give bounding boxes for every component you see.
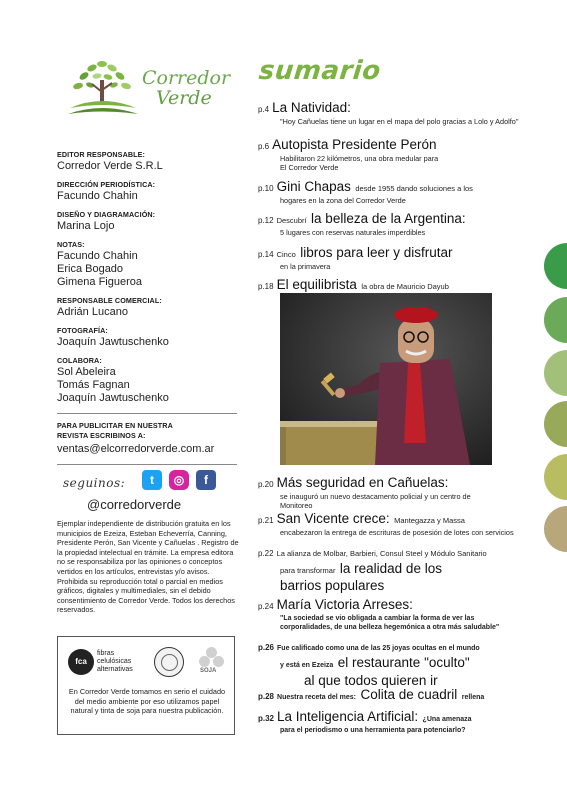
toc-entry[interactable] (258, 178, 520, 205)
seal-icon (154, 647, 184, 677)
page-number: p.28 (258, 692, 275, 701)
page-number: p.10 (258, 184, 274, 193)
toc-entry[interactable] (258, 708, 520, 735)
page-number: p.12 (258, 216, 274, 225)
entry-inline: desde 1955 dando soluciones a los (355, 184, 473, 193)
entry-headline: La Inteligencia Artificial: (277, 709, 419, 724)
entry-subtitle: Habilitaron 22 kilómetros, una obra medular para El Corredor Verde (280, 154, 439, 172)
toc-entry[interactable] (258, 510, 520, 537)
entry-subtitle: "Hoy Cañuelas tiene un lugar en el mapa del polo gracias a Lolo y Adolfo" (280, 117, 519, 126)
person-name: Sol Abeleira (57, 366, 116, 378)
entry-headline: María Victoria Arreses: (276, 597, 413, 612)
page-number: p.26 (258, 643, 275, 652)
entry-headline: el restaurante "oculto" (337, 655, 470, 670)
entry-prefix: Cinco (276, 250, 296, 259)
corredor-verde-logo (64, 54, 234, 124)
toc-entry[interactable] (258, 596, 520, 632)
entry-prefix: para transformar (280, 566, 336, 575)
fca-line: celulósicas (97, 658, 132, 665)
entry-headline: Colita de cuadril (360, 687, 458, 702)
page-number: p.14 (258, 250, 274, 259)
divider (57, 464, 237, 465)
twitter-icon[interactable]: t (142, 470, 162, 490)
fca-caption (97, 650, 133, 674)
section-tab[interactable] (544, 454, 567, 500)
person-name: Facundo Chahin (57, 250, 138, 262)
entry-prefix: Descubrí (276, 216, 307, 225)
entry-suffix: rellena (461, 694, 485, 701)
juggler-photo-illustration (280, 293, 492, 465)
eco-notice (57, 636, 235, 735)
entry-headline: Más seguridad en Cañuelas: (276, 475, 449, 490)
entry-headline-row (258, 561, 520, 578)
entry-headline: la belleza de la Argentina: (311, 211, 466, 226)
leaf-icon (213, 656, 224, 667)
entry-inline: la obra de Mauricio Dayub (361, 282, 449, 291)
entry-headline: La Natividad: (272, 100, 351, 115)
toc-entry[interactable] (258, 543, 520, 593)
entry-headline: la realidad de los (339, 561, 442, 576)
person-name: Marina Lojo (57, 220, 115, 232)
toc-entry[interactable] (258, 136, 520, 172)
role-label: RESPONSABLE COMERCIAL: (57, 296, 162, 305)
entry-prefix: La alianza de Molbar, Barbieri, Consul Steel y Módulo Sanitario (276, 549, 487, 558)
leaf-icon (199, 656, 210, 667)
entry-headline-row (258, 655, 520, 673)
entry-prefix: y está en Ezeiza (280, 662, 334, 669)
role-label: FOTOGRAFÍA: (57, 326, 108, 335)
section-tab[interactable] (544, 297, 567, 343)
article-photo (280, 293, 492, 465)
brand-wordmark (142, 68, 230, 108)
tree-leaves-icon (64, 54, 144, 124)
page-number: p.18 (258, 282, 274, 291)
entry-subtitle: 5 lugares con reservas naturales imperdibles (280, 228, 426, 237)
fca-line: alternativas (97, 666, 133, 673)
section-tab[interactable] (544, 243, 567, 289)
entry-inline: Mantegazza y Massa (394, 516, 465, 525)
page-number: p.21 (258, 516, 274, 525)
entry-headline-row (258, 578, 520, 593)
page-number: p.22 (258, 549, 274, 558)
person-name: Corredor Verde S.R.L (57, 160, 163, 172)
advertising-email[interactable]: ventas@elcorredorverde.com.ar (57, 443, 215, 455)
page-number: p.20 (258, 480, 274, 489)
entry-subtitle: para el periodismo o una herramienta para potenciarlo? (280, 727, 466, 734)
entry-inline: ¿Una amenaza (422, 716, 472, 723)
entry-headline: San Vicente crece: (276, 511, 390, 526)
brand-line1: Corredor (142, 67, 231, 89)
toc-entry[interactable] (258, 686, 520, 704)
entry-headline: libros para leer y disfrutar (300, 245, 453, 260)
sumario-title: sumario (257, 56, 383, 86)
page-number: p.4 (258, 105, 270, 114)
eco-logos (68, 647, 226, 681)
soy-ink-logo (196, 647, 228, 679)
role-label: DIRECCIÓN PERIODÍSTICA: (57, 180, 156, 189)
section-tab[interactable] (544, 401, 567, 447)
person-name: Facundo Chahin (57, 190, 138, 202)
section-tab[interactable] (544, 506, 567, 552)
eco-text: En Corredor Verde tomamos en serio el cuidado del medio ambiente por eso utilizamos papel natural y tinta de soja para nuestra publicación. (68, 687, 226, 715)
entry-headline: El equilibrista (276, 277, 357, 292)
legal-disclaimer: Ejemplar independiente de distribución gratuita en los municipios de Ezeiza, Esteban Echeverría, Canning, Presidente Perón, San Vicente y Cañuelas . Registro de la propiedad intelectual en trámite. La empresa editora no se responsabiliza por las opiniones o conceptos vertidos en los artículos, entrevistas y/o avisos. Prohibida su reproducción total o parcial en medios gráficos, digitales y multimediales, sin el debido consentimiento de Corredor Verde. Todos los derechos reservados. (57, 519, 239, 615)
brand-line2: Verde (156, 87, 212, 109)
role-label: COLABORA: (57, 356, 102, 365)
role-label: DISEÑO Y DIAGRAMACIÓN: (57, 210, 156, 219)
advertising-label: REVISTA ESCRIBINOS A: (57, 431, 146, 440)
page-number: p.24 (258, 602, 274, 611)
advertising-contact (57, 421, 242, 455)
person-name: Joaquín Jawtuschenko (57, 392, 169, 404)
divider (57, 413, 237, 414)
entry-prefix: Fue calificado como una de las 25 joyas ocultas en el mundo (277, 645, 480, 652)
follow-label: seguinos: (63, 476, 126, 490)
fca-line: fibras (97, 650, 115, 657)
toc-entry[interactable] (258, 474, 520, 510)
fca-logo: fca (68, 649, 94, 675)
staff-credits (57, 150, 237, 405)
facebook-icon[interactable]: f (196, 470, 216, 490)
page-number: p.6 (258, 142, 270, 151)
person-name: Joaquín Jawtuschenko (57, 336, 169, 348)
person-name: Adrián Lucano (57, 306, 128, 318)
entry-headline: al que todos quieren ir (304, 673, 438, 688)
role-label: NOTAS: (57, 240, 85, 249)
social-handle[interactable]: @corredorverde (87, 497, 182, 512)
toc-entry[interactable] (258, 210, 520, 237)
entry-subtitle: hogares en la zona del Corredor Verde (280, 196, 406, 205)
entry-headline: barrios populares (280, 578, 385, 593)
entry-subtitle: se inauguró un nuevo destacamento policial y un centro de Monitoreo (280, 492, 471, 510)
soy-label: SOJA (200, 668, 217, 674)
section-tab[interactable] (544, 350, 567, 396)
entry-prefix: Nuestra receta del mes: (277, 694, 356, 701)
person-name: Erica Bogado (57, 263, 124, 275)
entry-subtitle: "La sociedad se vio obligada a cambiar la forma de ver las corporalidades, de una belleza hegemónica a otra más saludable" (280, 615, 500, 631)
toc-entry[interactable] (258, 637, 520, 688)
person-name: Tomás Fagnan (57, 379, 130, 391)
role-label: EDITOR RESPONSABLE: (57, 150, 146, 159)
entry-headline: Gini Chapas (276, 179, 351, 194)
toc-entry[interactable] (258, 244, 520, 271)
toc-entry[interactable] (258, 99, 520, 126)
page-number: p.32 (258, 714, 275, 723)
person-name: Gimena Figueroa (57, 276, 142, 288)
instagram-icon[interactable]: ◎ (169, 470, 189, 490)
entry-subtitle: en la primavera (280, 262, 331, 271)
entry-subtitle: encabezaron la entrega de escrituras de posesión de lotes con servicios (280, 528, 514, 537)
entry-headline: Autopista Presidente Perón (272, 137, 437, 152)
advertising-label: PARA PUBLICITAR EN NUESTRA (57, 421, 173, 430)
